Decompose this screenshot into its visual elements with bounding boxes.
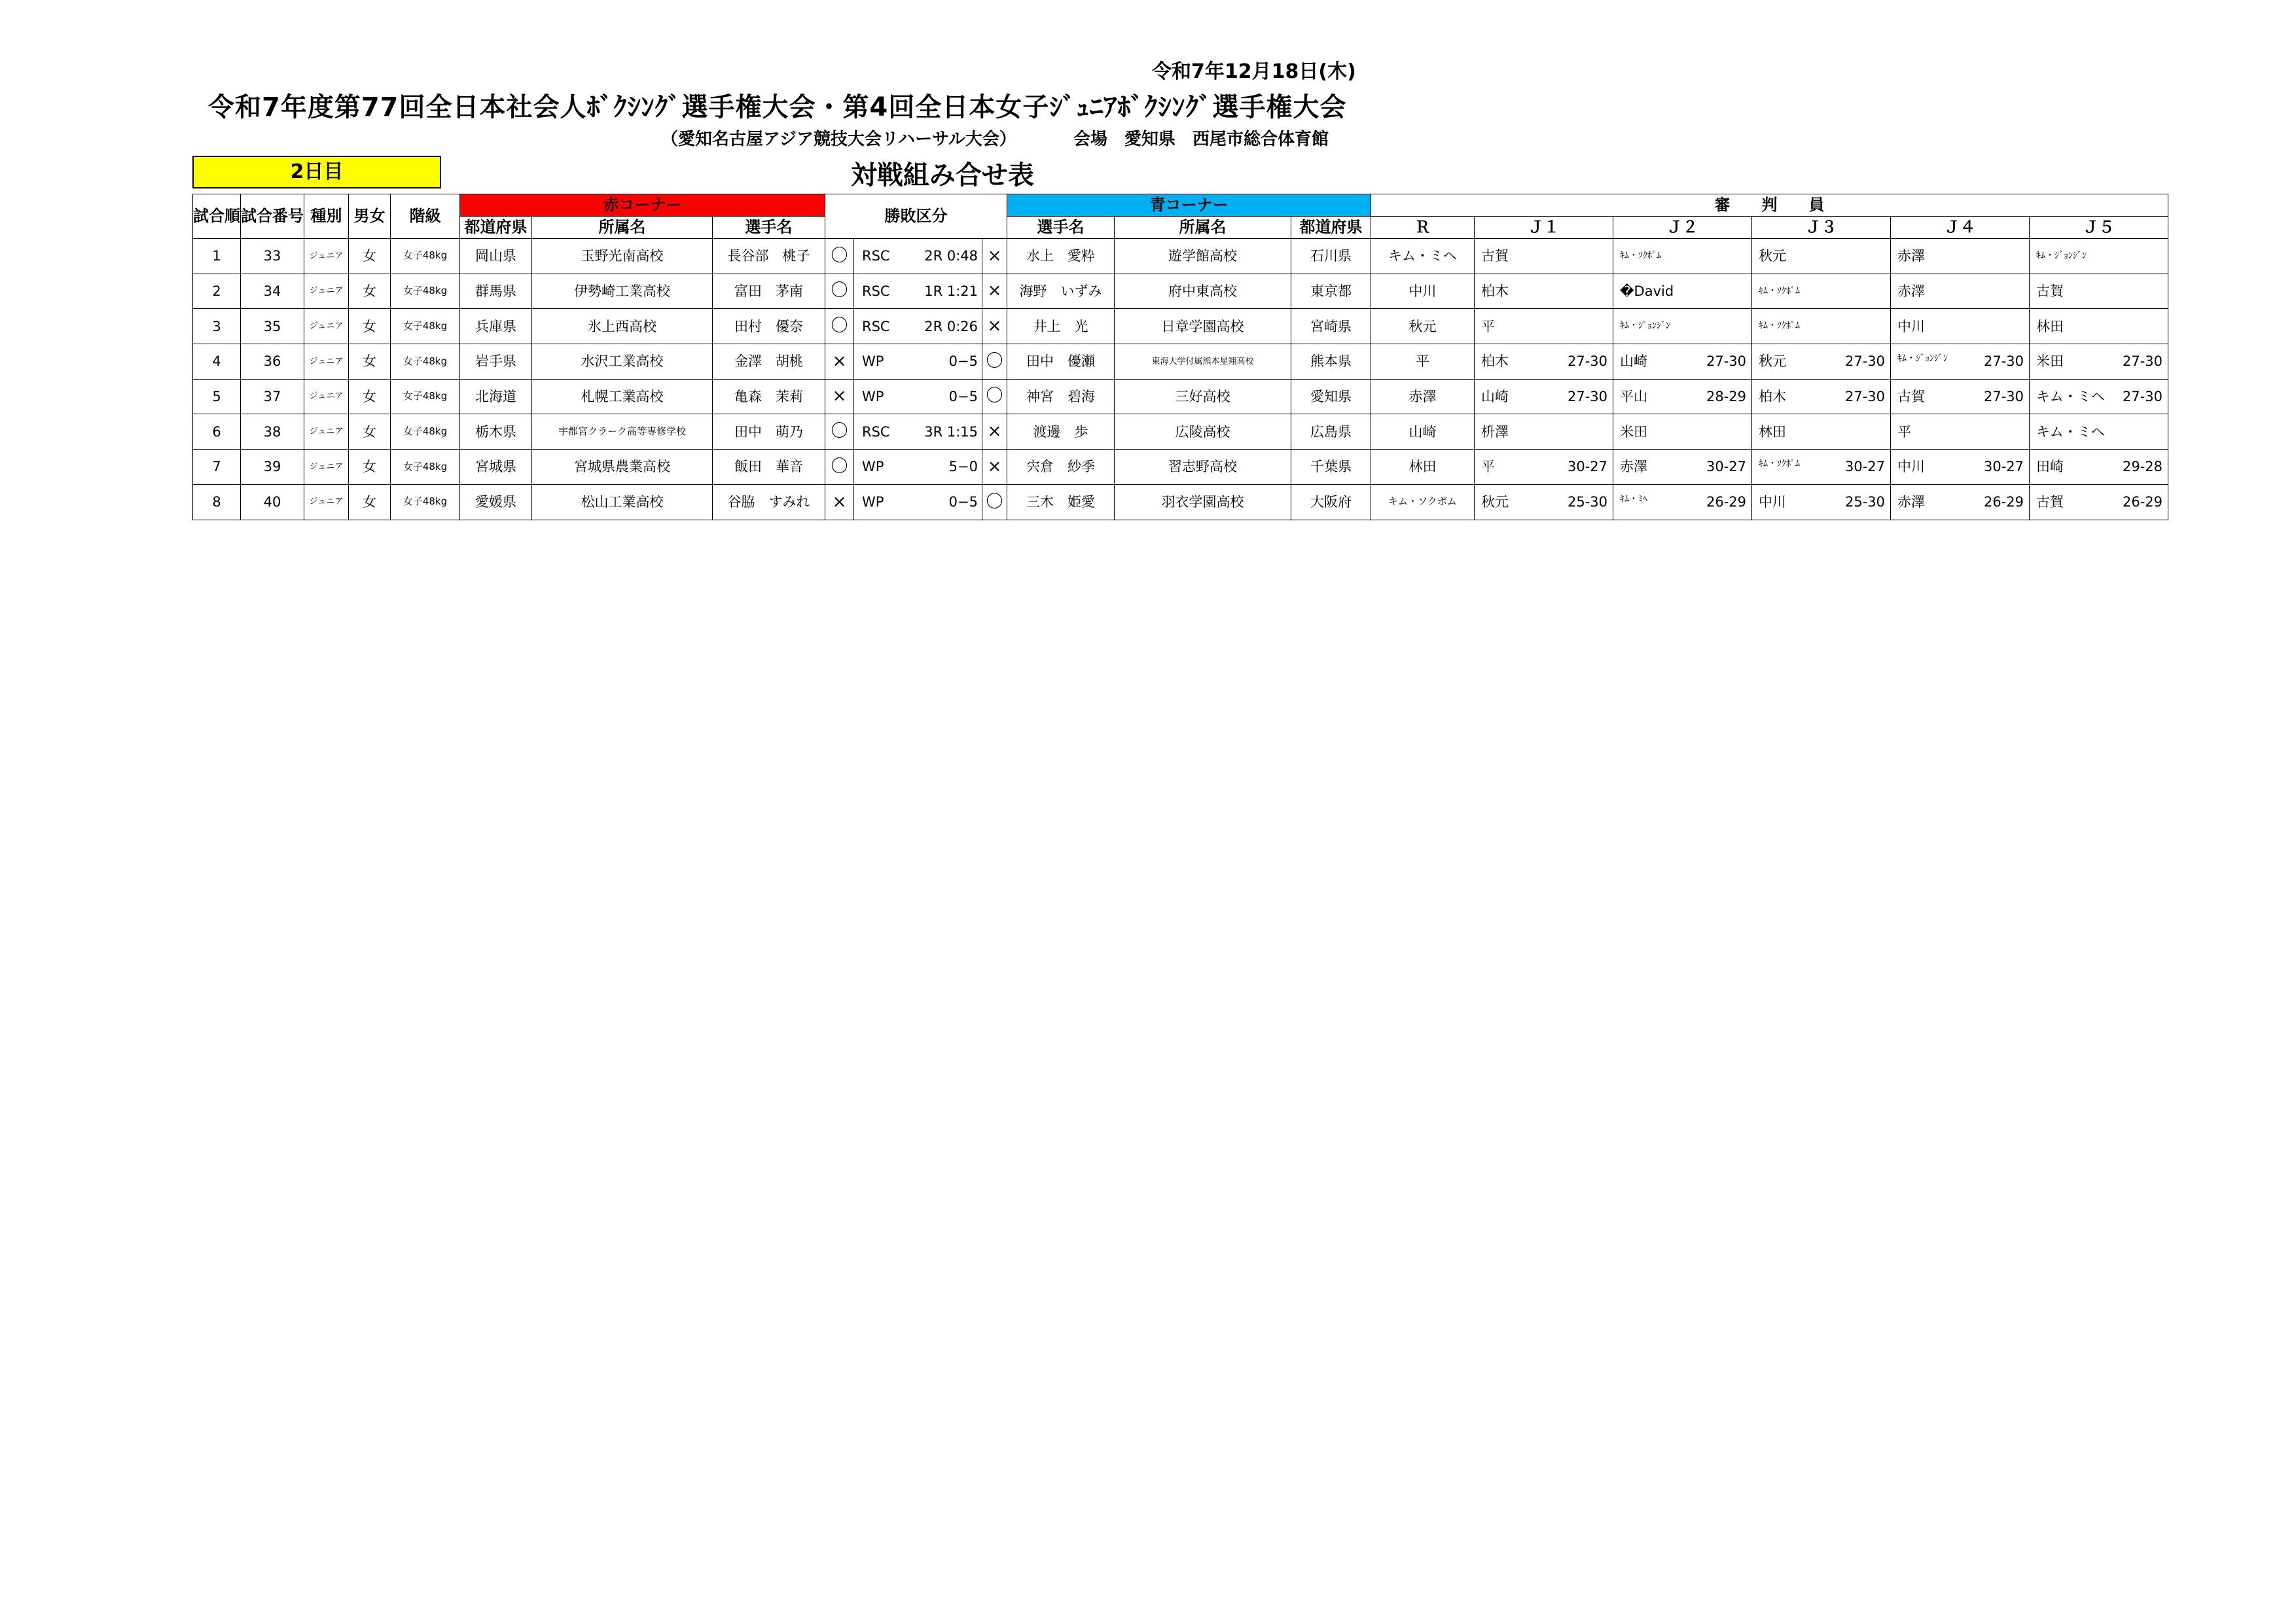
judge-j1-name: 秋元	[1481, 494, 1509, 510]
bout-order: 5	[193, 379, 241, 414]
judge-j5-name: 林田	[2036, 318, 2064, 334]
judge-j3-cell	[1752, 450, 1891, 485]
gender: 女	[349, 414, 391, 450]
red-affiliation: 伊勢崎工業高校	[532, 274, 713, 309]
red-pref: 北海道	[460, 379, 532, 414]
judge-j2-name: ｷﾑ・ｼﾞｮﾝｼﾞﾝ	[1620, 321, 1670, 332]
judge-j3-cell	[1752, 484, 1891, 520]
judge-j4-cell	[1891, 414, 2030, 450]
judge-j4-score: 26-29	[1983, 494, 2024, 510]
gender: 女	[349, 379, 391, 414]
blue-affiliation: 日章学園高校	[1115, 309, 1291, 344]
bout-table	[192, 194, 2168, 520]
red-pref: 群馬県	[460, 274, 532, 309]
category: ジュニア	[304, 484, 349, 520]
blue-pref: 東京都	[1291, 274, 1371, 309]
result-detail: 0−5	[948, 389, 978, 405]
red-mark: 〇	[825, 309, 854, 344]
judge-j2-cell	[1613, 450, 1752, 485]
judge-j4-name: 古賀	[1897, 389, 1925, 405]
judge-j5-name: キム・ミヘ	[2036, 389, 2105, 405]
blue-mark: ×	[982, 309, 1007, 344]
col-red-affiliation: 所属名	[532, 217, 713, 239]
result-method: WP	[862, 494, 884, 510]
bout-no: 34	[241, 274, 304, 309]
judge-j3-name: 中川	[1759, 494, 1786, 510]
judge-j4-name: ｷﾑ・ｼﾞｮﾝｼﾞﾝ	[1897, 353, 1948, 365]
col-j1: Ｊ１	[1475, 217, 1613, 239]
result-detail: 0−5	[948, 353, 978, 370]
table-row	[193, 484, 2168, 520]
weight-class: 女子48kg	[391, 484, 460, 520]
red-pref: 兵庫県	[460, 309, 532, 344]
red-mark: ×	[825, 484, 854, 520]
judge-j5-cell	[2030, 309, 2168, 344]
referee: 赤澤	[1371, 379, 1475, 414]
bout-no: 40	[241, 484, 304, 520]
judge-j4-name: 中川	[1897, 318, 1925, 334]
category: ジュニア	[304, 379, 349, 414]
judge-j5-score: 27-30	[2122, 389, 2162, 405]
judge-j4-name: 平	[1897, 423, 1911, 440]
category: ジュニア	[304, 450, 349, 485]
blue-boxer: 神宮 碧海	[1007, 379, 1115, 414]
col-j4: Ｊ４	[1891, 217, 2030, 239]
judge-j1-name: 山崎	[1481, 389, 1509, 405]
judge-j1-name: 柏木	[1481, 283, 1509, 299]
bout-order: 6	[193, 414, 241, 450]
judge-j2-name: ｷﾑ・ﾐﾍ	[1620, 494, 1647, 505]
blue-pref: 石川県	[1291, 239, 1371, 274]
gender: 女	[349, 484, 391, 520]
referee: 山崎	[1371, 414, 1475, 450]
judge-j1-score: 25-30	[1567, 494, 1607, 510]
col-gender: 男女	[349, 194, 391, 239]
col-j5: Ｊ５	[2030, 217, 2168, 239]
venue-label: 会場 愛知県 西尾市総合体育館	[1073, 130, 1329, 149]
result-detail: 5−0	[948, 459, 978, 475]
judge-j3-cell	[1752, 414, 1891, 450]
blue-affiliation: 東海大学付属熊本星翔高校	[1115, 344, 1291, 380]
table-row	[193, 450, 2168, 485]
blue-boxer: 田中 優瀬	[1007, 344, 1115, 380]
red-boxer: 金澤 胡桃	[713, 344, 825, 380]
category: ジュニア	[304, 239, 349, 274]
red-affiliation: 札幌工業高校	[532, 379, 713, 414]
judge-j3-cell	[1752, 379, 1891, 414]
judge-j5-cell	[2030, 239, 2168, 274]
judge-j4-name: 赤澤	[1897, 494, 1925, 510]
weight-class: 女子48kg	[391, 344, 460, 380]
judge-j5-cell	[2030, 414, 2168, 450]
blue-mark: 〇	[982, 379, 1007, 414]
blue-pref: 熊本県	[1291, 344, 1371, 380]
category: ジュニア	[304, 309, 349, 344]
gender: 女	[349, 239, 391, 274]
judge-j3-cell	[1752, 309, 1891, 344]
red-mark: 〇	[825, 414, 854, 450]
judge-j1-cell	[1475, 450, 1613, 485]
judge-j4-cell	[1891, 450, 2030, 485]
blue-mark: ×	[982, 450, 1007, 485]
weight-class: 女子48kg	[391, 309, 460, 344]
blue-mark: ×	[982, 414, 1007, 450]
result-method: WP	[862, 459, 884, 475]
judge-j2-name: 平山	[1620, 389, 1647, 405]
judge-j5-name: 古賀	[2036, 283, 2064, 299]
red-mark: ×	[825, 344, 854, 380]
table-row	[193, 239, 2168, 274]
judge-j3-name: ｷﾑ・ｿｸﾎﾞﾑ	[1759, 285, 1800, 296]
blue-affiliation: 習志野高校	[1115, 450, 1291, 485]
judge-j3-name: 柏木	[1759, 389, 1786, 405]
referee: 林田	[1371, 450, 1475, 485]
referee: 平	[1371, 344, 1475, 380]
judge-j1-score: 30-27	[1567, 459, 1607, 475]
judge-j3-score: 30-27	[1844, 459, 1885, 475]
weight-class: 女子48kg	[391, 450, 460, 485]
col-blue-pref: 都道府県	[1291, 217, 1371, 239]
category: ジュニア	[304, 344, 349, 380]
judge-j2-name: 赤澤	[1620, 459, 1647, 475]
red-corner-header: 赤コーナー	[460, 194, 825, 217]
judge-j4-cell	[1891, 484, 2030, 520]
judge-j4-name: 赤澤	[1897, 248, 1925, 264]
red-pref: 宮城県	[460, 450, 532, 485]
bout-no: 37	[241, 379, 304, 414]
bout-order: 3	[193, 309, 241, 344]
result-cell	[854, 379, 982, 414]
gender: 女	[349, 274, 391, 309]
gender: 女	[349, 309, 391, 344]
judge-j5-cell	[2030, 274, 2168, 309]
judge-j4-score: 27-30	[1983, 353, 2024, 370]
judge-j1-score: 27-30	[1567, 389, 1607, 405]
judge-j1-score: 27-30	[1567, 353, 1607, 370]
judge-j5-name: 古賀	[2036, 494, 2064, 510]
judge-j3-cell	[1752, 344, 1891, 380]
col-weight: 階級	[391, 194, 460, 239]
col-j3: Ｊ３	[1752, 217, 1891, 239]
judge-j1-cell	[1475, 274, 1613, 309]
judge-j5-name: 田崎	[2036, 459, 2064, 475]
blue-boxer: 海野 いずみ	[1007, 274, 1115, 309]
event-date: 令和7年12月18日(木)	[1152, 60, 1356, 83]
judge-j3-name: ｷﾑ・ｿｸﾎﾞﾑ	[1759, 459, 1800, 470]
blue-mark: 〇	[982, 484, 1007, 520]
weight-class: 女子48kg	[391, 414, 460, 450]
red-boxer: 長谷部 桃子	[713, 239, 825, 274]
judge-j1-name: 枡澤	[1481, 423, 1509, 440]
red-mark: 〇	[825, 274, 854, 309]
judge-j1-cell	[1475, 414, 1613, 450]
blue-affiliation: 遊学館高校	[1115, 239, 1291, 274]
blue-affiliation: 広陵高校	[1115, 414, 1291, 450]
bout-order: 4	[193, 344, 241, 380]
table-row	[193, 274, 2168, 309]
blue-boxer: 渡邊 歩	[1007, 414, 1115, 450]
judge-j1-cell	[1475, 344, 1613, 380]
referee: 中川	[1371, 274, 1475, 309]
judge-j3-name: 秋元	[1759, 248, 1786, 264]
blue-pref: 愛知県	[1291, 379, 1371, 414]
judge-j2-cell	[1613, 274, 1752, 309]
blue-affiliation: 三好高校	[1115, 379, 1291, 414]
judge-j1-name: 柏木	[1481, 353, 1509, 370]
judge-j3-cell	[1752, 239, 1891, 274]
judge-j4-score: 30-27	[1983, 459, 2024, 475]
table-row	[193, 309, 2168, 344]
judge-j4-name: 中川	[1897, 459, 1925, 475]
judge-j2-score: 28-29	[1706, 389, 1746, 405]
result-cell	[854, 484, 982, 520]
red-affiliation: 松山工業高校	[532, 484, 713, 520]
red-affiliation: 宇都宮クラーク高等専修学校	[532, 414, 713, 450]
table-row	[193, 344, 2168, 380]
result-cell	[854, 414, 982, 450]
event-subtitle: （愛知名古屋アジア競技大会リハーサル大会）	[661, 130, 1016, 149]
judge-j1-cell	[1475, 309, 1613, 344]
judge-j3-name: 林田	[1759, 423, 1786, 440]
result-detail: 1R 1:21	[924, 283, 978, 299]
judge-j3-score: 27-30	[1844, 353, 1885, 370]
result-method: WP	[862, 389, 884, 405]
referee: キム・ミヘ	[1371, 239, 1475, 274]
blue-pref: 千葉県	[1291, 450, 1371, 485]
weight-class: 女子48kg	[391, 379, 460, 414]
blue-mark: ×	[982, 274, 1007, 309]
col-red-boxer: 選手名	[713, 217, 825, 239]
col-referee: Ｒ	[1371, 217, 1475, 239]
col-j2: Ｊ２	[1613, 217, 1752, 239]
judge-j1-name: 平	[1481, 318, 1495, 334]
judge-j2-name: 山崎	[1620, 353, 1647, 370]
table-row	[193, 414, 2168, 450]
result-method: RSC	[862, 423, 890, 440]
red-affiliation: 宮城県農業高校	[532, 450, 713, 485]
blue-boxer: 井上 光	[1007, 309, 1115, 344]
red-boxer: 谷脇 すみれ	[713, 484, 825, 520]
result-method: RSC	[862, 318, 890, 334]
category: ジュニア	[304, 274, 349, 309]
judge-j1-cell	[1475, 484, 1613, 520]
blue-mark: 〇	[982, 344, 1007, 380]
judge-j1-cell	[1475, 379, 1613, 414]
judge-j2-cell	[1613, 309, 1752, 344]
blue-boxer: 三木 姫愛	[1007, 484, 1115, 520]
judge-j2-score: 26-29	[1706, 494, 1746, 510]
col-red-pref: 都道府県	[460, 217, 532, 239]
result-method: RSC	[862, 283, 890, 299]
bout-no: 39	[241, 450, 304, 485]
bout-no: 38	[241, 414, 304, 450]
bout-order: 1	[193, 239, 241, 274]
judge-j4-cell	[1891, 274, 2030, 309]
bout-order: 8	[193, 484, 241, 520]
referee: キム・ソクボム	[1371, 484, 1475, 520]
judge-j5-score: 26-29	[2122, 494, 2162, 510]
judge-j4-cell	[1891, 344, 2030, 380]
judge-j3-score: 25-30	[1844, 494, 1885, 510]
result-method: WP	[862, 353, 884, 370]
red-pref: 栃木県	[460, 414, 532, 450]
judge-j2-score: 27-30	[1706, 353, 1746, 370]
red-pref: 岩手県	[460, 344, 532, 380]
red-pref: 岡山県	[460, 239, 532, 274]
blue-boxer: 宍倉 紗季	[1007, 450, 1115, 485]
weight-class: 女子48kg	[391, 274, 460, 309]
page-title: 令和7年度第77回全日本社会人ﾎﾞｸｼﾝｸﾞ選手権大会・第4回全日本女子ｼﾞｭﾆｱﾎﾞｸｼﾝｸﾞ選手権大会	[208, 92, 1347, 122]
red-affiliation: 水沢工業高校	[532, 344, 713, 380]
result-detail: 3R 1:15	[924, 423, 978, 440]
judge-j3-name: ｷﾑ・ｿｸﾎﾞﾑ	[1759, 321, 1800, 332]
result-cell	[854, 239, 982, 274]
judge-j5-cell	[2030, 484, 2168, 520]
red-affiliation: 玉野光南高校	[532, 239, 713, 274]
result-cell	[854, 344, 982, 380]
gender: 女	[349, 450, 391, 485]
col-bout-order: 試合順	[193, 194, 241, 239]
judge-j2-name: ｷﾑ・ｿｸﾎﾞﾑ	[1620, 251, 1661, 261]
judge-j3-cell	[1752, 274, 1891, 309]
judge-j2-score: 30-27	[1706, 459, 1746, 475]
judge-j3-score: 27-30	[1844, 389, 1885, 405]
judge-j2-name: 米田	[1620, 423, 1647, 440]
referee: 秋元	[1371, 309, 1475, 344]
judge-j5-cell	[2030, 450, 2168, 485]
judge-j5-name: キム・ミヘ	[2036, 423, 2105, 440]
col-category: 種別	[304, 194, 349, 239]
red-mark: 〇	[825, 239, 854, 274]
result-cell	[854, 450, 982, 485]
red-boxer: 亀森 茉莉	[713, 379, 825, 414]
bout-order: 2	[193, 274, 241, 309]
blue-boxer: 水上 愛粋	[1007, 239, 1115, 274]
col-bout-no: 試合番号	[241, 194, 304, 239]
blue-pref: 広島県	[1291, 414, 1371, 450]
judge-j4-cell	[1891, 309, 2030, 344]
bout-no: 33	[241, 239, 304, 274]
sheet-title: 対戦組み合せ表	[851, 160, 1034, 190]
judge-j2-cell	[1613, 484, 1752, 520]
judge-j5-name: 米田	[2036, 353, 2064, 370]
red-mark: ×	[825, 379, 854, 414]
judge-j5-cell	[2030, 344, 2168, 380]
result-cell	[854, 309, 982, 344]
judge-j4-cell	[1891, 239, 2030, 274]
gender: 女	[349, 344, 391, 380]
weight-class: 女子48kg	[391, 239, 460, 274]
judge-j5-cell	[2030, 379, 2168, 414]
col-blue-affiliation: 所属名	[1115, 217, 1291, 239]
judge-j2-cell	[1613, 239, 1752, 274]
red-boxer: 富田 茅南	[713, 274, 825, 309]
red-boxer: 田村 優奈	[713, 309, 825, 344]
judge-j1-name: 平	[1481, 459, 1495, 475]
result-cell	[854, 274, 982, 309]
result-detail: 0−5	[948, 494, 978, 510]
judge-j5-score: 29-28	[2122, 459, 2162, 475]
red-boxer: 飯田 華音	[713, 450, 825, 485]
judge-j5-name: ｷﾑ・ｼﾞｮﾝｼﾞﾝ	[2036, 251, 2087, 261]
bout-order: 7	[193, 450, 241, 485]
red-boxer: 田中 萌乃	[713, 414, 825, 450]
judge-j2-cell	[1613, 379, 1752, 414]
judge-j4-name: 赤澤	[1897, 283, 1925, 299]
blue-pref: 大阪府	[1291, 484, 1371, 520]
judge-j3-name: 秋元	[1759, 353, 1786, 370]
result-detail: 2R 0:26	[924, 318, 978, 334]
blue-pref: 宮崎県	[1291, 309, 1371, 344]
red-affiliation: 氷上西高校	[532, 309, 713, 344]
result-detail: 2R 0:48	[924, 248, 978, 264]
bout-no: 36	[241, 344, 304, 380]
day-label: 2日目	[192, 156, 441, 188]
judge-j5-score: 27-30	[2122, 353, 2162, 370]
blue-affiliation: 羽衣学園高校	[1115, 484, 1291, 520]
officials-header: 審 判 員	[1371, 194, 2168, 217]
blue-affiliation: 府中東高校	[1115, 274, 1291, 309]
red-mark: 〇	[825, 450, 854, 485]
red-pref: 愛媛県	[460, 484, 532, 520]
bout-no: 35	[241, 309, 304, 344]
judge-j4-cell	[1891, 379, 2030, 414]
blue-mark: ×	[982, 239, 1007, 274]
blue-corner-header: 青コーナー	[1007, 194, 1371, 217]
col-result: 勝敗区分	[825, 194, 1007, 239]
judge-j1-name: 古賀	[1481, 248, 1509, 264]
judge-j4-score: 27-30	[1983, 389, 2024, 405]
category: ジュニア	[304, 414, 349, 450]
judge-j1-cell	[1475, 239, 1613, 274]
judge-j2-cell	[1613, 414, 1752, 450]
table-row	[193, 379, 2168, 414]
judge-j2-cell	[1613, 344, 1752, 380]
judge-j2-name: �David	[1620, 283, 1674, 299]
col-blue-boxer: 選手名	[1007, 217, 1115, 239]
result-method: RSC	[862, 248, 890, 264]
